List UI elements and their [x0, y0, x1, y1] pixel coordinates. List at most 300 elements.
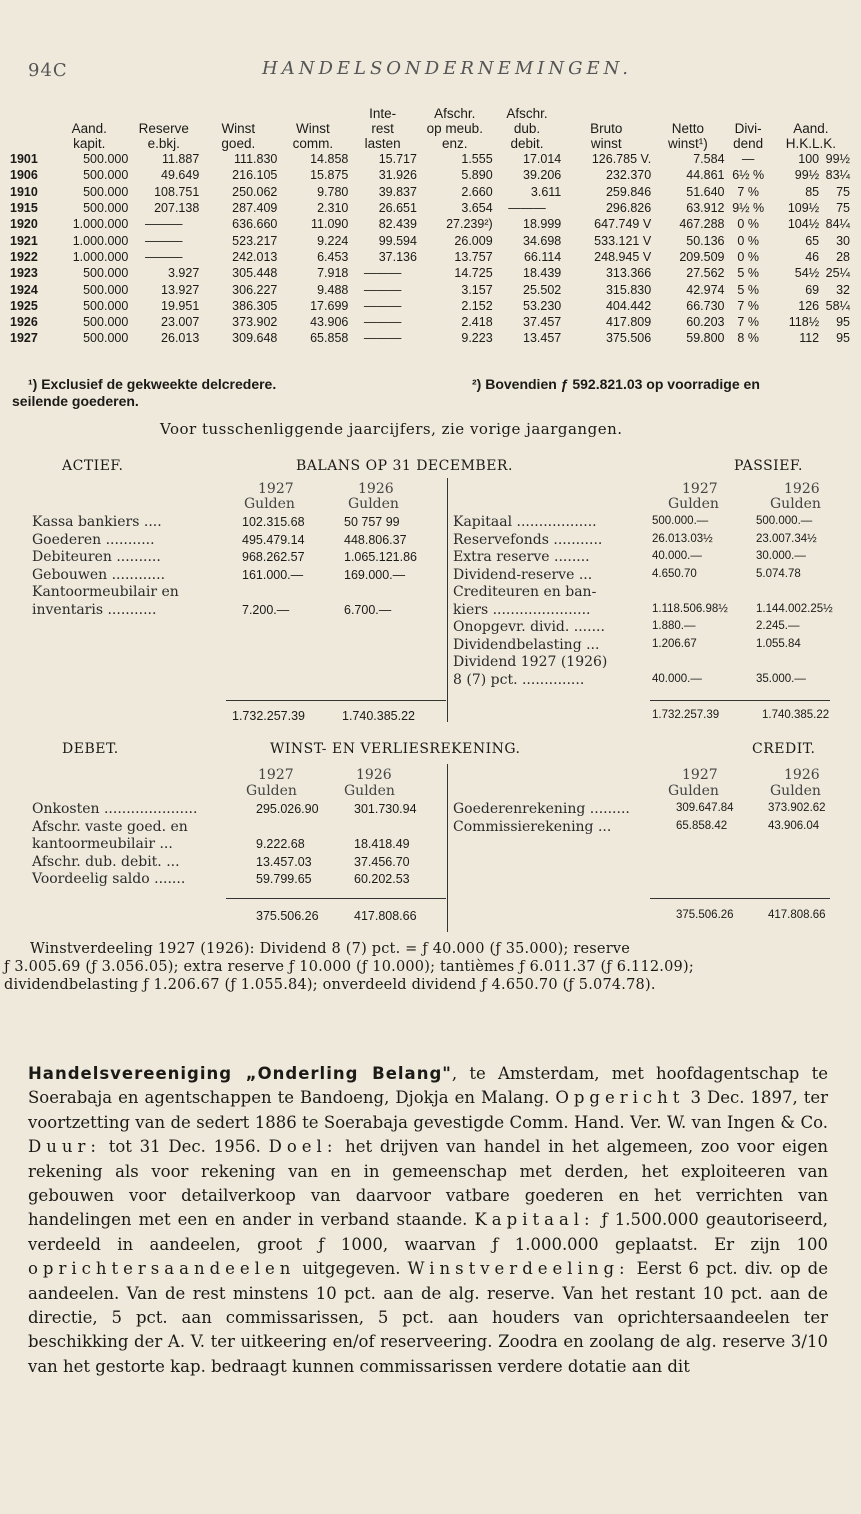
pl-right-year-a: 1927 — [682, 767, 718, 783]
table-cell: 2.310 — [317, 201, 349, 216]
account-value: 5.074.78 — [756, 567, 801, 580]
company-text-3: tot 31 Dec. 1956. — [100, 1137, 261, 1157]
table-header-row — [10, 106, 850, 151]
table-cell: 99½ — [794, 168, 820, 183]
table-cell: 39.837 — [378, 184, 417, 199]
account-label: Goederen ........... — [32, 531, 155, 548]
annual-figures-table — [10, 106, 850, 347]
balance-left-unit-a: Gulden — [244, 496, 295, 512]
table-cell: 7 % — [737, 315, 759, 330]
table-cell: 49.649 — [161, 168, 200, 183]
account-value: 495.479.14 — [242, 532, 305, 547]
table-cell: — — [741, 152, 755, 167]
table-cell: 26.651 — [378, 201, 417, 216]
table-cell: 58¼ — [825, 298, 850, 313]
balance-left-year-a: 1927 — [258, 481, 294, 497]
year-cell: 1910 — [10, 184, 38, 199]
account-label: Afschr. vaste goed. en — [32, 818, 188, 835]
table-row — [10, 249, 850, 265]
table-cell: 467.288 — [679, 217, 725, 232]
account-label: 8 (7) pct. .............. — [453, 671, 585, 688]
table-cell: 99.594 — [378, 233, 417, 248]
table-cell: 13.457 — [523, 331, 562, 346]
table-cell: 0 % — [737, 217, 759, 232]
table-cell: 9.223 — [461, 331, 493, 346]
account-value: 309.647.84 — [676, 802, 734, 814]
table-cell: 18.439 — [523, 266, 562, 281]
account-label: inventaris ........... — [32, 601, 157, 618]
table-cell: 28 — [836, 249, 850, 264]
table-cell: 500.000 — [83, 315, 129, 330]
account-value: 500.000.— — [652, 515, 709, 527]
table-cell: 63.912 — [686, 201, 725, 216]
opgericht-label: Opgericht — [555, 1088, 685, 1108]
table-cell: 6.453 — [317, 249, 349, 264]
year-cell: 1920 — [10, 217, 38, 232]
account-label: Extra reserve ........ — [453, 549, 590, 565]
account-value: 18.418.49 — [354, 837, 410, 851]
pl-left-total-b: 417.808.66 — [354, 909, 417, 923]
table-cell: 259.846 — [605, 184, 652, 199]
column-header: Afschr. op meub. enz. — [426, 106, 483, 151]
duur-label: Duur: — [28, 1137, 101, 1157]
table-cell: 60.203 — [686, 315, 725, 330]
table-cell: 82.439 — [378, 217, 417, 232]
table-cell: 209.509 — [679, 249, 725, 264]
table-cell: 375.506 — [605, 331, 652, 346]
kapitaal-label: Kapitaal: — [474, 1210, 595, 1230]
balance-right-total-a: 1.732.257.39 — [652, 709, 720, 721]
account-label: Dividendbelasting ... — [453, 636, 600, 653]
oprichters-label: oprichtersaandeelen — [28, 1259, 296, 1279]
account-value: 301.730.94 — [354, 802, 417, 816]
table-cell: 306.227 — [232, 282, 278, 297]
pl-right-unit-a: Gulden — [668, 783, 719, 799]
column-header: Netto winst¹) — [667, 121, 708, 151]
year-cell: 1906 — [10, 168, 38, 183]
pl-left-unit-b: Gulden — [344, 783, 395, 799]
account-value: 6.700.— — [344, 602, 392, 617]
balance-title: BALANS OP 31 DECEMBER. — [296, 458, 513, 474]
table-cell: 23.007 — [161, 315, 200, 330]
table-row — [10, 314, 850, 330]
table-cell: 13.927 — [161, 282, 200, 297]
pl-right-total-rule — [650, 898, 830, 899]
table-cell: 2.418 — [461, 315, 493, 330]
table-cell: 9.780 — [317, 184, 349, 199]
account-label: kiers ...................... — [453, 601, 591, 618]
account-value: 295.026.90 — [256, 802, 319, 816]
table-cell: 5 % — [737, 266, 759, 281]
table-cell: 112 — [799, 331, 820, 346]
account-value: 9.222.68 — [256, 837, 305, 851]
table-cell: 27.562 — [686, 266, 725, 281]
table-cell: ——— — [363, 282, 402, 297]
year-cell: 1926 — [10, 315, 38, 330]
table-cell: 25¼ — [825, 266, 850, 281]
table-cell: 15.717 — [378, 152, 417, 167]
column-header: Inte- rest lasten — [364, 106, 401, 151]
table-cell: 0 % — [737, 249, 759, 264]
table-cell: 7 % — [737, 298, 759, 313]
table-cell: 7.918 — [317, 266, 349, 281]
table-cell: 37.136 — [378, 249, 417, 264]
table-cell: 7.584 — [693, 152, 725, 167]
column-header: Divi- dend — [733, 121, 764, 151]
winstverdeeling-line-1: Winstverdeeling 1927 (1926): Dividend 8 (7) pct. = ƒ 40.000 (ƒ 35.000); reserve — [30, 941, 631, 957]
table-cell: 59.800 — [686, 331, 725, 346]
table-cell: 84¼ — [825, 217, 850, 232]
account-value: 2.245.— — [756, 620, 800, 632]
table-cell: ——— — [363, 266, 402, 281]
table-cell: 309.648 — [232, 331, 278, 346]
doel-label: Doel: — [268, 1137, 338, 1157]
table-cell: 95 — [836, 315, 850, 330]
table-cell: 9.488 — [317, 282, 349, 297]
table-cell: 75 — [836, 184, 850, 199]
table-cell: 523.217 — [232, 233, 278, 248]
table-cell: 417.809 — [605, 315, 652, 330]
year-cell: 1925 — [10, 298, 38, 313]
column-header: Winst goed. — [221, 121, 256, 151]
balance-left-total-rule — [226, 700, 446, 701]
table-cell: 99½ — [825, 152, 850, 167]
table-cell: 43.906 — [310, 315, 349, 330]
table-cell: 636.660 — [232, 217, 278, 232]
table-row — [10, 330, 850, 346]
account-label: Dividend 1927 (1926) — [453, 654, 608, 670]
year-cell: 1923 — [10, 266, 38, 281]
account-label: Onopgevr. divid. ....... — [453, 619, 605, 635]
table-cell: 31.926 — [378, 168, 417, 183]
page-number: 94C — [28, 60, 68, 81]
pl-title: WINST- EN VERLIESREKENING. — [270, 741, 521, 757]
column-header: Afschr. dub. debit. — [506, 106, 548, 151]
table-cell: 17.699 — [310, 298, 349, 313]
account-label: Crediteuren en ban- — [453, 584, 597, 600]
table-cell: 44.861 — [686, 168, 725, 183]
table-cell: 26.009 — [454, 233, 493, 248]
table-cell: 18.999 — [523, 217, 562, 232]
year-cell: 1921 — [10, 233, 38, 248]
table-cell: 500.000 — [83, 152, 129, 167]
actief-heading: ACTIEF. — [62, 458, 124, 474]
table-row — [10, 281, 850, 297]
table-cell: 34.698 — [523, 233, 562, 248]
account-value: 1.118.506.98½ — [652, 602, 728, 615]
account-label: Voordeelig saldo ....... — [32, 871, 186, 887]
table-cell: 69 — [805, 282, 820, 297]
table-cell: 126 — [798, 298, 820, 313]
table-cell: 85 — [805, 184, 820, 199]
table-cell: ——— — [145, 217, 183, 232]
account-value: 37.456.70 — [354, 854, 410, 869]
account-label: Goederenrekening ......... — [453, 801, 630, 817]
account-label: kantoormeubilair ... — [32, 836, 173, 852]
year-cell: 1915 — [10, 201, 38, 216]
winstverdeeling-line-2: ƒ 3.005.69 (ƒ 3.056.05); extra reserve ƒ 10.000 (ƒ 10.000); tantièmes ƒ 6.011.37 (ƒ 6.112.09); — [4, 959, 694, 975]
table-cell: 42.974 — [686, 282, 725, 297]
table-cell: 3.157 — [461, 282, 493, 297]
table-cell: 54½ — [794, 266, 820, 281]
table-cell: ——— — [363, 315, 402, 330]
table-cell: 65 — [805, 233, 820, 248]
company-text-7: Eerst 6 pct. div. op de aandeelen. Van de rest minstens 10 pct. aan de alg. reserve. Van het restant 10 pct. aan de directie, 5 pct. aan commissarissen, 5 pct. aan houders van oprichtersaandeelen ter beschikking der A. V. ter uitkeering en/of reserveering. Zoodra en zoolang de alg. reserve 3/10 van het gestorte kap. bedraagt kunnen commissarissen verdere dotatie aan dit — [28, 1259, 828, 1376]
balance-right-year-a: 1927 — [682, 481, 718, 497]
account-value: 169.000.— — [344, 567, 406, 582]
account-label: Commissierekening ... — [453, 818, 612, 835]
account-value: 65.858.42 — [676, 819, 728, 832]
account-label: Gebouwen ............ — [32, 566, 166, 583]
balance-left-total-b: 1.740.385.22 — [342, 709, 415, 723]
pl-left-unit-a: Gulden — [246, 783, 297, 799]
table-cell: 500.000 — [83, 266, 129, 281]
table-cell: 7 % — [737, 184, 759, 199]
table-cell: ——— — [363, 298, 402, 313]
table-cell: ——— — [363, 331, 402, 346]
account-value: 102.315.68 — [242, 515, 305, 529]
account-value: 1.880.— — [652, 620, 696, 632]
table-cell: 500.000 — [83, 298, 129, 313]
table-cell: 207.138 — [154, 201, 200, 216]
table-cell: 108.751 — [154, 184, 200, 199]
table-cell: 647.749 V — [594, 217, 652, 232]
column-header — [10, 106, 50, 151]
table-cell: 296.826 — [605, 201, 652, 216]
account-value: 161.000.— — [242, 567, 304, 582]
table-cell: 66.114 — [523, 249, 562, 264]
table-cell: 8 % — [737, 331, 759, 346]
table-cell: 14.858 — [310, 152, 349, 167]
account-value: 4.650.70 — [652, 567, 697, 580]
account-value: 7.200.— — [242, 602, 290, 617]
account-label: Dividend-reserve ... — [453, 566, 593, 583]
account-value: 60.202.53 — [354, 872, 410, 886]
year-cell: 1924 — [10, 282, 38, 297]
table-cell: 75 — [836, 201, 850, 216]
table-cell: 26.013 — [161, 331, 200, 346]
pl-left-year-a: 1927 — [258, 767, 294, 783]
year-cell: 1901 — [10, 152, 38, 167]
table-cell: 313.366 — [605, 266, 652, 281]
account-value: 968.262.57 — [242, 550, 305, 564]
running-title: HANDELSONDERNEMINGEN. — [262, 58, 632, 79]
column-header: Bruto winst — [590, 121, 623, 151]
company-text-5: ƒ 1.500.000 geautoriseerd, verdeeld in aandeelen, groot ƒ 1000, waarvan ƒ 1.000.000 geplaatst. Er zijn 100 — [28, 1210, 828, 1254]
company-text-4: het drijven van handel in het algemeen, zoo voor eigen rekening als voor rekening van en in gemeenschap met derden, het exploiteeren van gebouwen voor detailverkoop van daarvoor vatbare goederen en het verrichten van handelingen met een en ander in verband staande. — [28, 1137, 829, 1230]
table-cell: ——— — [145, 233, 183, 248]
account-value: 1.055.84 — [756, 637, 801, 650]
pl-left-year-b: 1926 — [356, 767, 392, 783]
table-cell: 404.442 — [605, 298, 652, 313]
table-cell: 3.654 — [461, 201, 493, 216]
table-cell: 250.062 — [232, 184, 278, 199]
table-cell: 109½ — [787, 201, 820, 216]
table-row — [10, 151, 850, 167]
table-row — [10, 216, 850, 232]
table-cell: 242.013 — [232, 249, 278, 264]
account-value: 26.013.03½ — [652, 532, 713, 545]
table-cell: 305.448 — [232, 266, 278, 281]
table-cell: 13.757 — [454, 249, 493, 264]
account-value: 43.906.04 — [768, 819, 820, 832]
table-cell: 83¼ — [825, 168, 850, 183]
table-cell: 32 — [836, 282, 850, 297]
balance-right-total-b: 1.740.385.22 — [762, 709, 830, 721]
company-text-1: , te Amsterdam, met hoofdagentschap te Soerabaja en agentschappen te Bandoeng, Djokja en Malang. — [28, 1064, 828, 1108]
table-cell: 216.105 — [232, 168, 278, 183]
account-label: Reservefonds ........... — [453, 531, 603, 548]
table-cell: ——— — [145, 249, 183, 264]
pl-left-total-a: 375.506.26 — [256, 909, 319, 923]
pl-right-unit-b: Gulden — [770, 783, 821, 799]
table-cell: 3.927 — [168, 266, 200, 281]
balance-right-total-rule — [650, 700, 830, 701]
table-row — [10, 265, 850, 281]
table-cell: 19.951 — [161, 298, 200, 313]
balance-left-total-a: 1.732.257.39 — [232, 709, 305, 723]
account-value: 1.065.121.86 — [344, 550, 417, 564]
table-cell: 65.858 — [310, 331, 349, 346]
table-cell: 11.090 — [311, 217, 349, 232]
pl-right-total-b: 417.808.66 — [768, 909, 826, 921]
table-cell: 126.785 V. — [591, 152, 652, 167]
account-value: 59.799.65 — [256, 872, 312, 886]
pl-left-total-rule — [226, 898, 446, 899]
table-cell: 500.000 — [83, 282, 129, 297]
table-cell: 500.000 — [83, 168, 129, 183]
table-cell: 53.230 — [523, 298, 562, 313]
table-cell: ——— — [508, 201, 546, 216]
table-cell: 15.875 — [310, 168, 349, 183]
winstverdeeling-line-3: dividendbelasting ƒ 1.206.67 (ƒ 1.055.84); onverdeeld dividend ƒ 4.650.70 (ƒ 5.074.78). — [4, 977, 656, 993]
account-value: 23.007.34½ — [756, 532, 817, 545]
table-cell: 2.152 — [461, 298, 493, 313]
table-cell: 118½ — [788, 315, 820, 330]
table-row — [10, 200, 850, 216]
footnote-2: ²) Bovendien ƒ 592.821.03 op voorradige en — [472, 376, 760, 392]
footnote-3: seilende goederen. — [12, 393, 139, 409]
table-cell: 95 — [836, 331, 850, 346]
table-cell: 11.887 — [161, 152, 200, 167]
table-cell: 373.902 — [232, 315, 278, 330]
balance-right-unit-b: Gulden — [770, 496, 821, 512]
company-text-2: 3 Dec. 1897, ter voortzetting van de sedert 1886 te Soerabaja gevestigde Comm. Hand. Ver. W. van Ingen & Co. — [28, 1088, 829, 1132]
table-cell: 104½ — [787, 217, 820, 232]
table-cell: 50.136 — [686, 233, 725, 248]
company-description — [28, 1062, 828, 1379]
table-cell: 37.457 — [523, 315, 562, 330]
table-cell: 3.611 — [530, 184, 562, 199]
table-cell: 500.000 — [83, 201, 129, 216]
intermediate-years-note: Voor tusschenliggende jaarcijfers, zie vorige jaargangen. — [160, 420, 623, 438]
table-row — [10, 298, 850, 314]
table-cell: 66.730 — [686, 298, 725, 313]
balance-left-year-b: 1926 — [358, 481, 394, 497]
company-text-6: uitgegeven. — [295, 1259, 401, 1279]
table-cell: 30 — [836, 233, 850, 248]
table-cell: 1.000.000 — [72, 217, 129, 232]
table-row — [10, 167, 850, 183]
table-cell: 14.725 — [454, 266, 493, 281]
table-cell: 51.640 — [686, 184, 725, 199]
pl-right-total-a: 375.506.26 — [676, 909, 734, 921]
account-value: 1.144.002.25½ — [756, 602, 833, 615]
account-value: 40.000.— — [652, 550, 702, 562]
pl-divider — [447, 764, 448, 932]
table-cell: 27.239²) — [446, 217, 493, 232]
winstverdeeling-label: Winstverdeeling: — [407, 1259, 630, 1279]
account-value: 373.902.62 — [768, 802, 826, 814]
table-row — [10, 184, 850, 200]
account-label: Debiteuren .......... — [32, 549, 161, 565]
company-name: Handelsvereeniging „Onderling Belang" — [28, 1064, 452, 1083]
account-value: 448.806.37 — [344, 532, 407, 547]
table-cell: 25.502 — [523, 282, 562, 297]
table-cell: 5.890 — [461, 168, 493, 183]
account-label: Kantoormeubilair en — [32, 584, 179, 600]
account-value: 13.457.03 — [256, 854, 312, 869]
table-cell: 0 % — [737, 233, 759, 248]
table-cell: 17.014 — [523, 152, 562, 167]
year-cell: 1927 — [10, 331, 38, 346]
table-cell: 9½ % — [732, 201, 765, 216]
account-value: 40.000.— — [652, 672, 702, 685]
balance-divider — [447, 478, 448, 722]
table-cell: 111.830 — [234, 152, 278, 167]
column-header: Reserve e.bkj. — [138, 121, 189, 151]
table-row — [10, 232, 850, 248]
account-label: Onkosten ..................... — [32, 801, 198, 817]
table-cell: 6½ % — [732, 168, 765, 183]
table-cell: 2.660 — [461, 184, 493, 199]
table-cell: 500.000 — [83, 184, 129, 199]
table-cell: 1.555 — [461, 152, 493, 167]
table-cell: 500.000 — [83, 331, 129, 346]
account-value: 35.000.— — [756, 672, 806, 685]
account-label: Kapitaal .................. — [453, 514, 597, 530]
table-cell: 232.370 — [605, 168, 652, 183]
pl-right-year-b: 1926 — [784, 767, 820, 783]
credit-heading: CREDIT. — [752, 741, 816, 757]
table-cell: 9.224 — [317, 233, 349, 248]
account-value: 50 757 99 — [344, 515, 400, 529]
table-cell: 39.206 — [523, 168, 562, 183]
account-label: Kassa bankiers .... — [32, 514, 162, 530]
balance-right-year-b: 1926 — [784, 481, 820, 497]
table-cell: 1.000.000 — [72, 233, 129, 248]
passief-heading: PASSIEF. — [734, 458, 803, 474]
footnote-1: ¹) Exclusief de gekweekte delcredere. — [28, 376, 277, 392]
account-value: 500.000.— — [756, 515, 813, 527]
account-label: Afschr. dub. debit. ... — [32, 853, 180, 870]
column-header: Aand. kapit. — [71, 121, 107, 151]
account-value: 30.000.— — [756, 550, 806, 562]
table-cell: 287.409 — [232, 201, 278, 216]
column-header: Aand. H.K.L.K. — [785, 121, 837, 151]
year-cell: 1922 — [10, 249, 38, 264]
table-cell: 386.305 — [232, 298, 278, 313]
table-cell: 315.830 — [605, 282, 652, 297]
table-cell: 5 % — [737, 282, 759, 297]
table-cell: 248.945 V — [594, 249, 652, 264]
table-cell: 1.000.000 — [72, 249, 129, 264]
debet-heading: DEBET. — [62, 741, 119, 757]
balance-right-unit-a: Gulden — [668, 496, 719, 512]
table-cell: 533.121 V — [594, 233, 652, 248]
table-cell: 46 — [805, 249, 820, 264]
balance-left-unit-b: Gulden — [348, 496, 399, 512]
